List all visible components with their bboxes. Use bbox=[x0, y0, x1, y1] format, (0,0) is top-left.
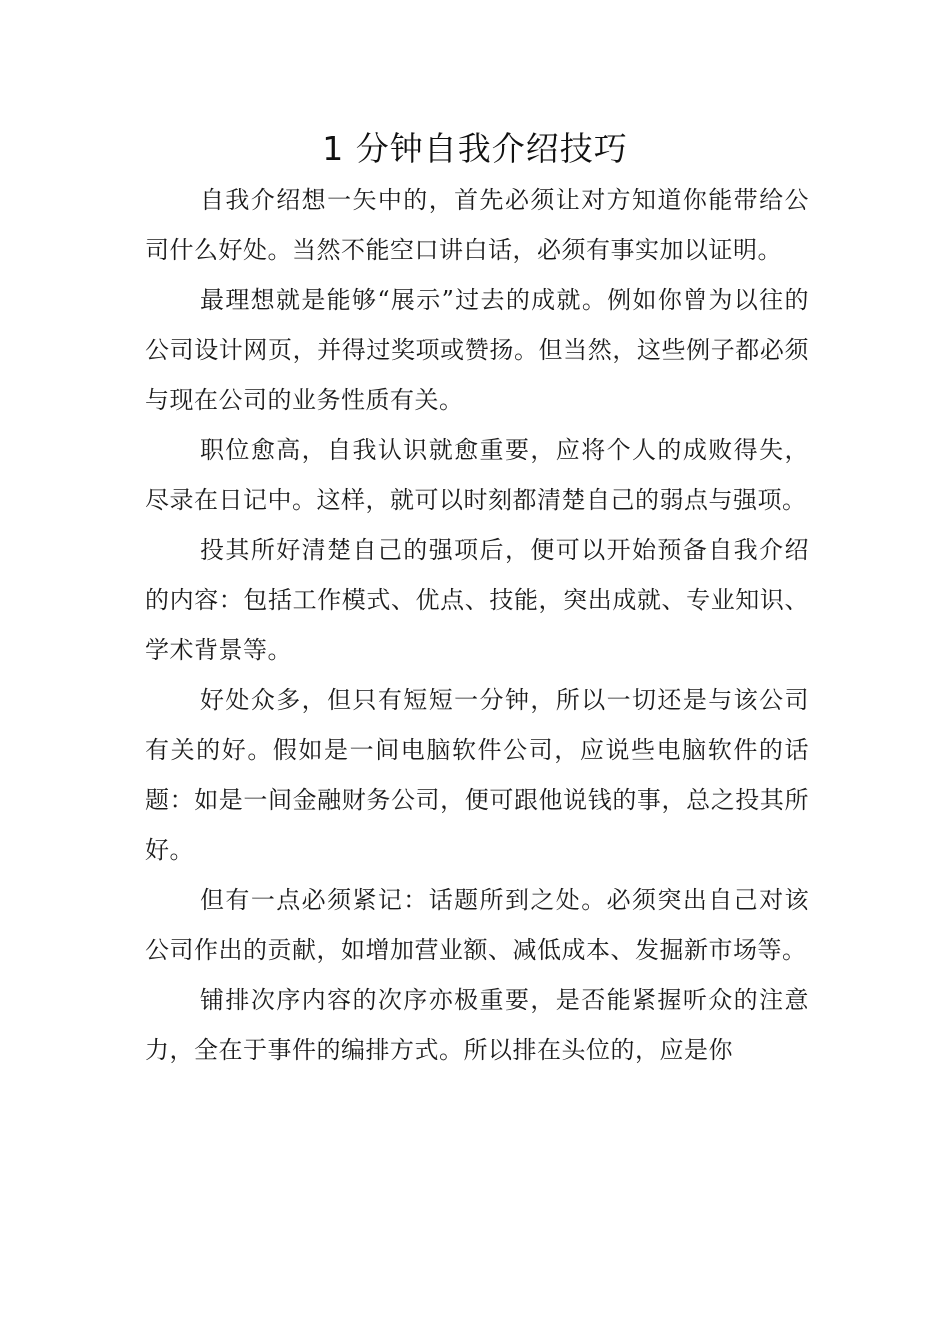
paragraph: 最理想就是能够“展示”过去的成就。例如你曾为以往的公司设计网页，并得过奖项或赞扬。但当然，这些例子都必须与现在公司的业务性质有关。 bbox=[145, 286, 809, 414]
paragraph: 职位愈高，自我认识就愈重要，应将个人的成败得失，尽录在日记中。这样，就可以时刻都清楚自己的弱点与强项。 bbox=[145, 436, 809, 514]
document-title: 1 分钟自我介绍技巧 bbox=[322, 129, 628, 168]
paragraph: 好处众多，但只有短短一分钟，所以一切还是与该公司有关的好。假如是一间电脑软件公司，应说些电脑软件的话题：如是一间金融财务公司，便可跟他说钱的事，总之投其所好。 bbox=[145, 686, 809, 864]
paragraph: 但有一点必须紧记：话题所到之处。必须突出自己对该公司作出的贡献，如增加营业额、减低成本、发掘新市场等。 bbox=[145, 886, 809, 964]
paragraph: 铺排次序内容的次序亦极重要，是否能紧握听众的注意力，全在于事件的编排方式。所以排在头位的，应是你 bbox=[145, 986, 809, 1064]
paragraph: 投其所好清楚自己的强项后，便可以开始预备自我介绍的内容：包括工作模式、优点、技能，突出成就、专业知识、学术背景等。 bbox=[145, 536, 809, 664]
document-body bbox=[145, 175, 809, 1075]
paragraph: 自我介绍想一矢中的，首先必须让对方知道你能带给公司什么好处。当然不能空口讲白话，必须有事实加以证明。 bbox=[145, 186, 809, 264]
